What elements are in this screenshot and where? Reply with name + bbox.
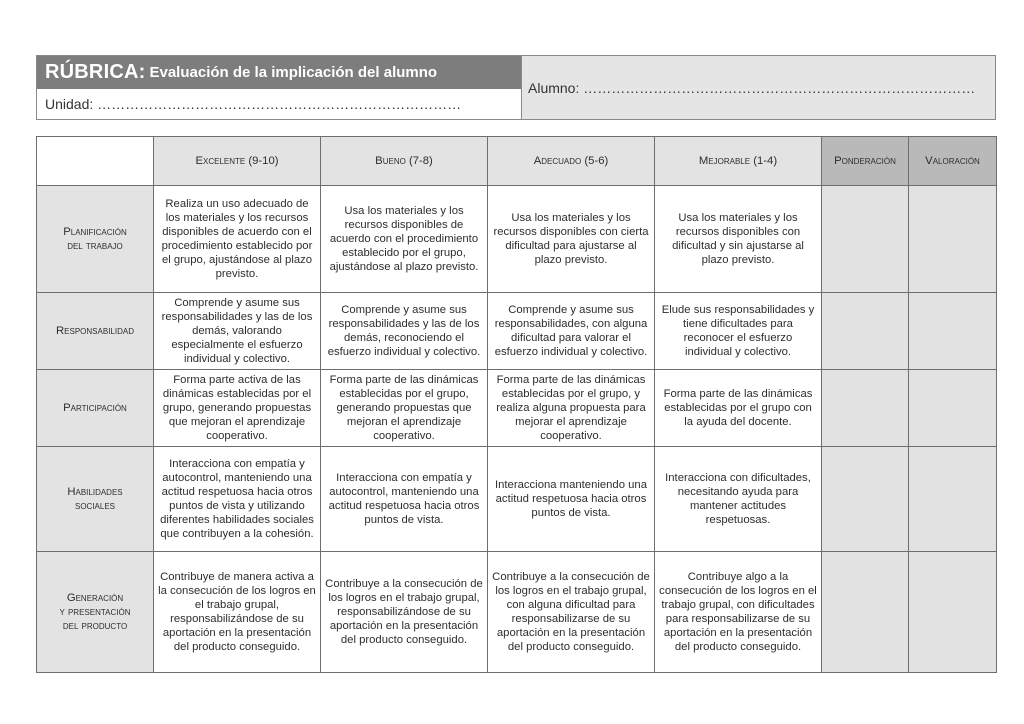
- descriptor-cell: Contribuye a la consecución de los logros en el trabajo grupal, con alguna dificultad para responsabilizarse de su aportación en la presentación del producto conseguido.: [488, 552, 655, 673]
- weighting-input[interactable]: [822, 552, 909, 673]
- criterion-label: Planificación: [63, 226, 127, 238]
- criterion-label: del producto: [62, 620, 128, 632]
- criterion-label: Participación: [63, 402, 127, 414]
- descriptor-cell: Usa los materiales y los recursos disponibles con cierta dificultad para ajustarse al plazo previsto.: [488, 186, 655, 293]
- descriptor-cell: Realiza un uso adecuado de los materiales y los recursos disponibles de acuerdo con el procedimiento establecido por el grupo, ajustándose al plazo previsto.: [154, 186, 321, 293]
- title-main: RÚBRICA:: [45, 61, 146, 83]
- descriptor-cell: Usa los materiales y los recursos disponibles de acuerdo con el procedimiento establecido por el grupo, ajustándose al plazo previsto.: [321, 186, 488, 293]
- criterion-cell: [37, 186, 154, 293]
- descriptor-cell: Contribuye algo a la consecución de los logros en el trabajo grupal, con dificultades para responsabilizarse de su aportación en la presentación del producto conseguido.: [655, 552, 822, 673]
- col-header-mejorable: Mejorable (1-4): [655, 137, 822, 186]
- descriptor-cell: Interacciona con empatía y autocontrol, manteniendo una actitud respetuosa hacia otros puntos de vista.: [321, 447, 488, 552]
- descriptor-cell: Interacciona con empatía y autocontrol, manteniendo una actitud respetuosa hacia otros puntos de vista y utilizando diferentes habilidades sociales que contribuyen a la cohesión.: [154, 447, 321, 552]
- criterion-label: Generación: [66, 592, 124, 604]
- unit-field[interactable]: Unidad: ……………………………………………………………………: [37, 89, 521, 119]
- descriptor-cell: Contribuye a la consecución de los logros en el trabajo grupal, responsabilizándose de su aportación en la presentación del producto conseguido.: [321, 552, 488, 673]
- descriptor-cell: Comprende y asume sus responsabilidades y las de los demás, reconociendo el esfuerzo individual y colectivo.: [321, 293, 488, 370]
- descriptor-cell: Comprende y asume sus responsabilidades, con alguna dificultad para valorar el esfuerzo individual y colectivo.: [488, 293, 655, 370]
- descriptor-cell: Forma parte de las dinámicas establecidas por el grupo con la ayuda del docente.: [655, 370, 822, 447]
- table-row: [37, 447, 997, 552]
- criterion-label: Habilidades: [67, 486, 123, 498]
- assessment-input[interactable]: [909, 552, 997, 673]
- weighting-input[interactable]: [822, 186, 909, 293]
- descriptor-cell: Contribuye de manera activa a la consecución de los logros en el trabajo grupal, responsabilizándose de su aportación en la presentación del producto conseguido.: [154, 552, 321, 673]
- table-row: [37, 370, 997, 447]
- criterion-label: sociales: [74, 500, 115, 512]
- rubric-table: [36, 136, 997, 673]
- descriptor-cell: Interacciona manteniendo una actitud respetuosa hacia otros puntos de vista.: [488, 447, 655, 552]
- table-row: [37, 293, 997, 370]
- criterion-label: del trabajo: [67, 240, 123, 252]
- weighting-input[interactable]: [822, 293, 909, 370]
- criterion-cell: [37, 293, 154, 370]
- assessment-input[interactable]: [909, 186, 997, 293]
- descriptor-cell: Forma parte de las dinámicas establecidas por el grupo, y realiza alguna propuesta para mejorar el aprendizaje cooperativo.: [488, 370, 655, 447]
- assessment-input[interactable]: [909, 447, 997, 552]
- rubric-header: [36, 55, 996, 120]
- col-header-ponderacion: Ponderación: [822, 137, 909, 186]
- descriptor-cell: Usa los materiales y los recursos disponibles con dificultad y sin ajustarse al plazo previsto.: [655, 186, 822, 293]
- col-header-bueno: Bueno (7-8): [321, 137, 488, 186]
- table-row: [37, 552, 997, 673]
- descriptor-cell: Elude sus responsabilidades y tiene dificultades para reconocer el esfuerzo individual y colectivo.: [655, 293, 822, 370]
- descriptor-cell: Forma parte de las dinámicas establecidas por el grupo, generando propuestas que mejoran el aprendizaje cooperativo.: [321, 370, 488, 447]
- criterion-label: y presentación: [59, 606, 131, 618]
- assessment-input[interactable]: [909, 370, 997, 447]
- descriptor-cell: Comprende y asume sus responsabilidades y las de los demás, valorando especialmente el esfuerzo individual y colectivo.: [154, 293, 321, 370]
- weighting-input[interactable]: [822, 370, 909, 447]
- criterion-cell: [37, 370, 154, 447]
- col-header-adecuado: Adecuado (5-6): [488, 137, 655, 186]
- corner-cell: [37, 137, 154, 186]
- criterion-cell: [37, 552, 154, 673]
- descriptor-cell: Interacciona con dificultades, necesitando ayuda para mantener actitudes respetuosas.: [655, 447, 822, 552]
- header-row: [37, 137, 997, 186]
- criterion-cell: [37, 447, 154, 552]
- header-left: [37, 56, 522, 119]
- col-header-valoracion: Valoración: [909, 137, 997, 186]
- title-sub: Evaluación de la implicación del alumno: [149, 64, 438, 81]
- weighting-input[interactable]: [822, 447, 909, 552]
- col-header-excelente: Excelente (9-10): [154, 137, 321, 186]
- title-bar: [37, 56, 521, 89]
- assessment-input[interactable]: [909, 293, 997, 370]
- criterion-label: Responsabilidad: [56, 325, 134, 337]
- descriptor-cell: Forma parte activa de las dinámicas establecidas por el grupo, generando propuestas que mejoran el aprendizaje cooperativo.: [154, 370, 321, 447]
- student-field[interactable]: Alumno: …………………………………………………………………………: [522, 56, 995, 119]
- table-row: [37, 186, 997, 293]
